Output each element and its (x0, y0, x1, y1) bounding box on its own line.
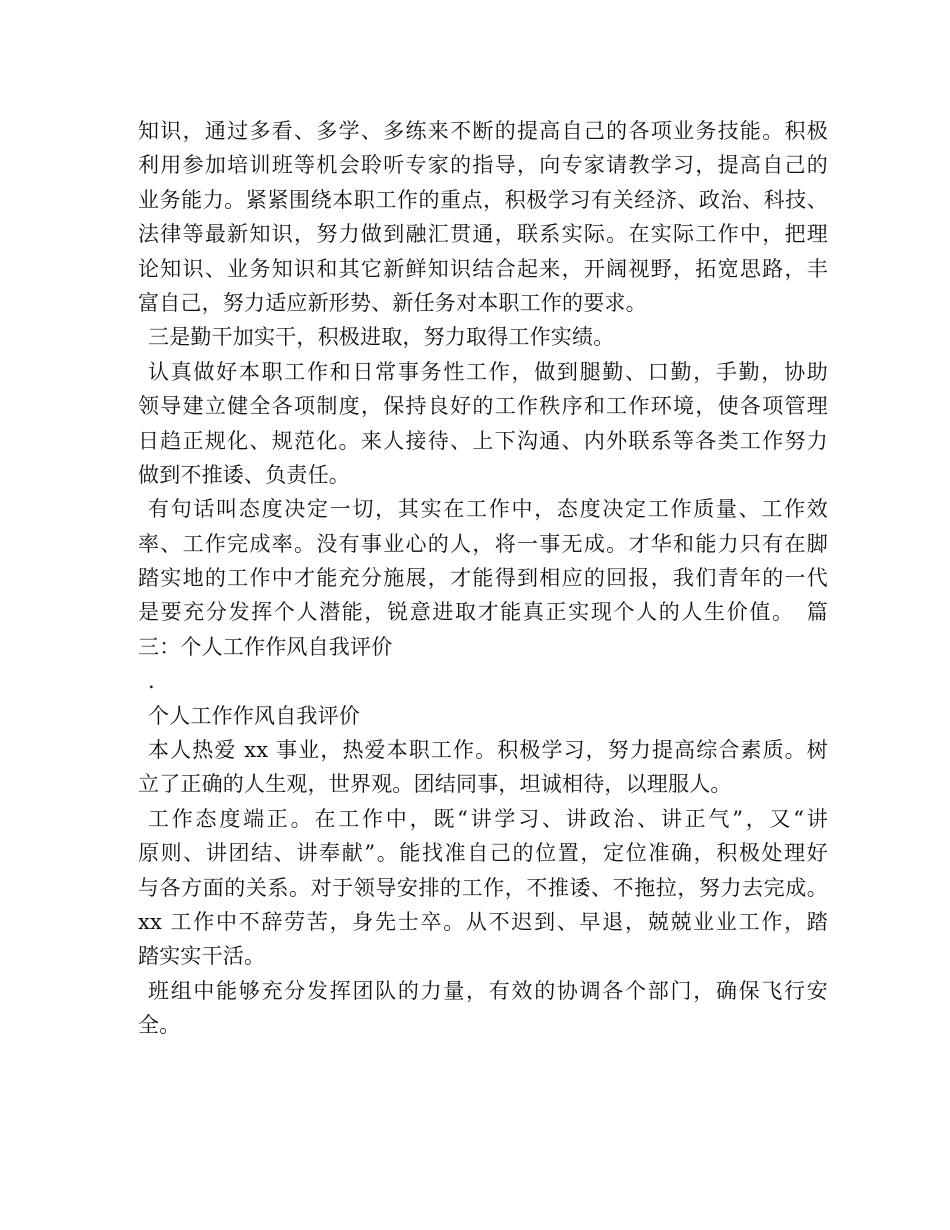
text-line: 业务能力。紧紧围绕本职工作的重点，积极学习有关经济、政治、科技、 (138, 187, 828, 212)
section-heading: 三是勤干加实干，积极进取，努力取得工作实绩。 (148, 325, 615, 350)
text-line: 利用参加培训班等机会聆听专家的指导，向专家请教学习，提高自己的 (138, 153, 828, 178)
text-line: 踏实地的工作中才能充分施展，才能得到相应的回报，我们青年的一代 (138, 566, 828, 591)
text-line: 知识，通过多看、多学、多练来不断的提高自己的各项业务技能。积极 (138, 119, 828, 143)
text-line: 踏实实干活。 (138, 944, 266, 969)
text-line: 有句话叫态度决定一切，其实在工作中，态度决定工作质量、工作效 (148, 497, 828, 522)
text-line: xx 工作中不辞劳苦，身先士卒。从不迟到、早退，兢兢业业工作，踏 (138, 909, 828, 934)
dot-marker: . (148, 669, 155, 694)
text-line: 与各方面的关系。对于领导安排的工作，不推诿、不拖拉，努力去完成。 (138, 875, 828, 900)
text-line: 率、工作完成率。没有事业心的人，将一事无成。才华和能力只有在脚 (138, 531, 828, 556)
text-line: 做到不推诿、负责任。 (138, 462, 350, 487)
text-line: 工作态度端正。在工作中，既“讲学习、讲政治、讲正气”，又“讲 (148, 806, 828, 831)
text-line: 法律等最新知识，努力做到融汇贯通，联系实际。在实际工作中，把理 (138, 222, 828, 247)
text-line: 日趋正规化、规范化。来人接待、上下沟通、内外联系等各类工作努力 (138, 428, 828, 453)
text-line: 立了正确的人生观，世界观。团结同事，坦诚相待，以理服人。 (138, 772, 732, 797)
section-title: 个人工作作风自我评价 (148, 703, 360, 728)
text-line: 全。 (138, 1013, 181, 1038)
text-line: 富自己，努力适应新形势、新任务对本职工作的要求。 (138, 290, 647, 315)
text-line: 是要充分发挥个人潜能，锐意进取才能真正实现个人的人生价值。 篇 (138, 600, 828, 625)
text-line: 论知识、业务知识和其它新鲜知识结合起来，开阔视野，拓宽思路，丰 (138, 256, 828, 281)
text-line: 认真做好本职工作和日常事务性工作，做到腿勤、口勤，手勤，协助 (148, 359, 828, 384)
text-line: 原则、讲团结、讲奉献”。能找准自己的位置，定位准确，积极处理好 (138, 841, 828, 866)
document-body (138, 114, 828, 1043)
text-line: 班组中能够充分发挥团队的力量，有效的协调各个部门，确保飞行安 (148, 978, 828, 1003)
text-line: 三：个人工作作风自我评价 (138, 634, 393, 659)
text-line: 本人热爱 xx 事业，热爱本职工作。积极学习，努力提高综合素质。树 (148, 738, 828, 763)
text-line: 领导建立健全各项制度，保持良好的工作秩序和工作环境，使各项管理 (138, 394, 828, 419)
